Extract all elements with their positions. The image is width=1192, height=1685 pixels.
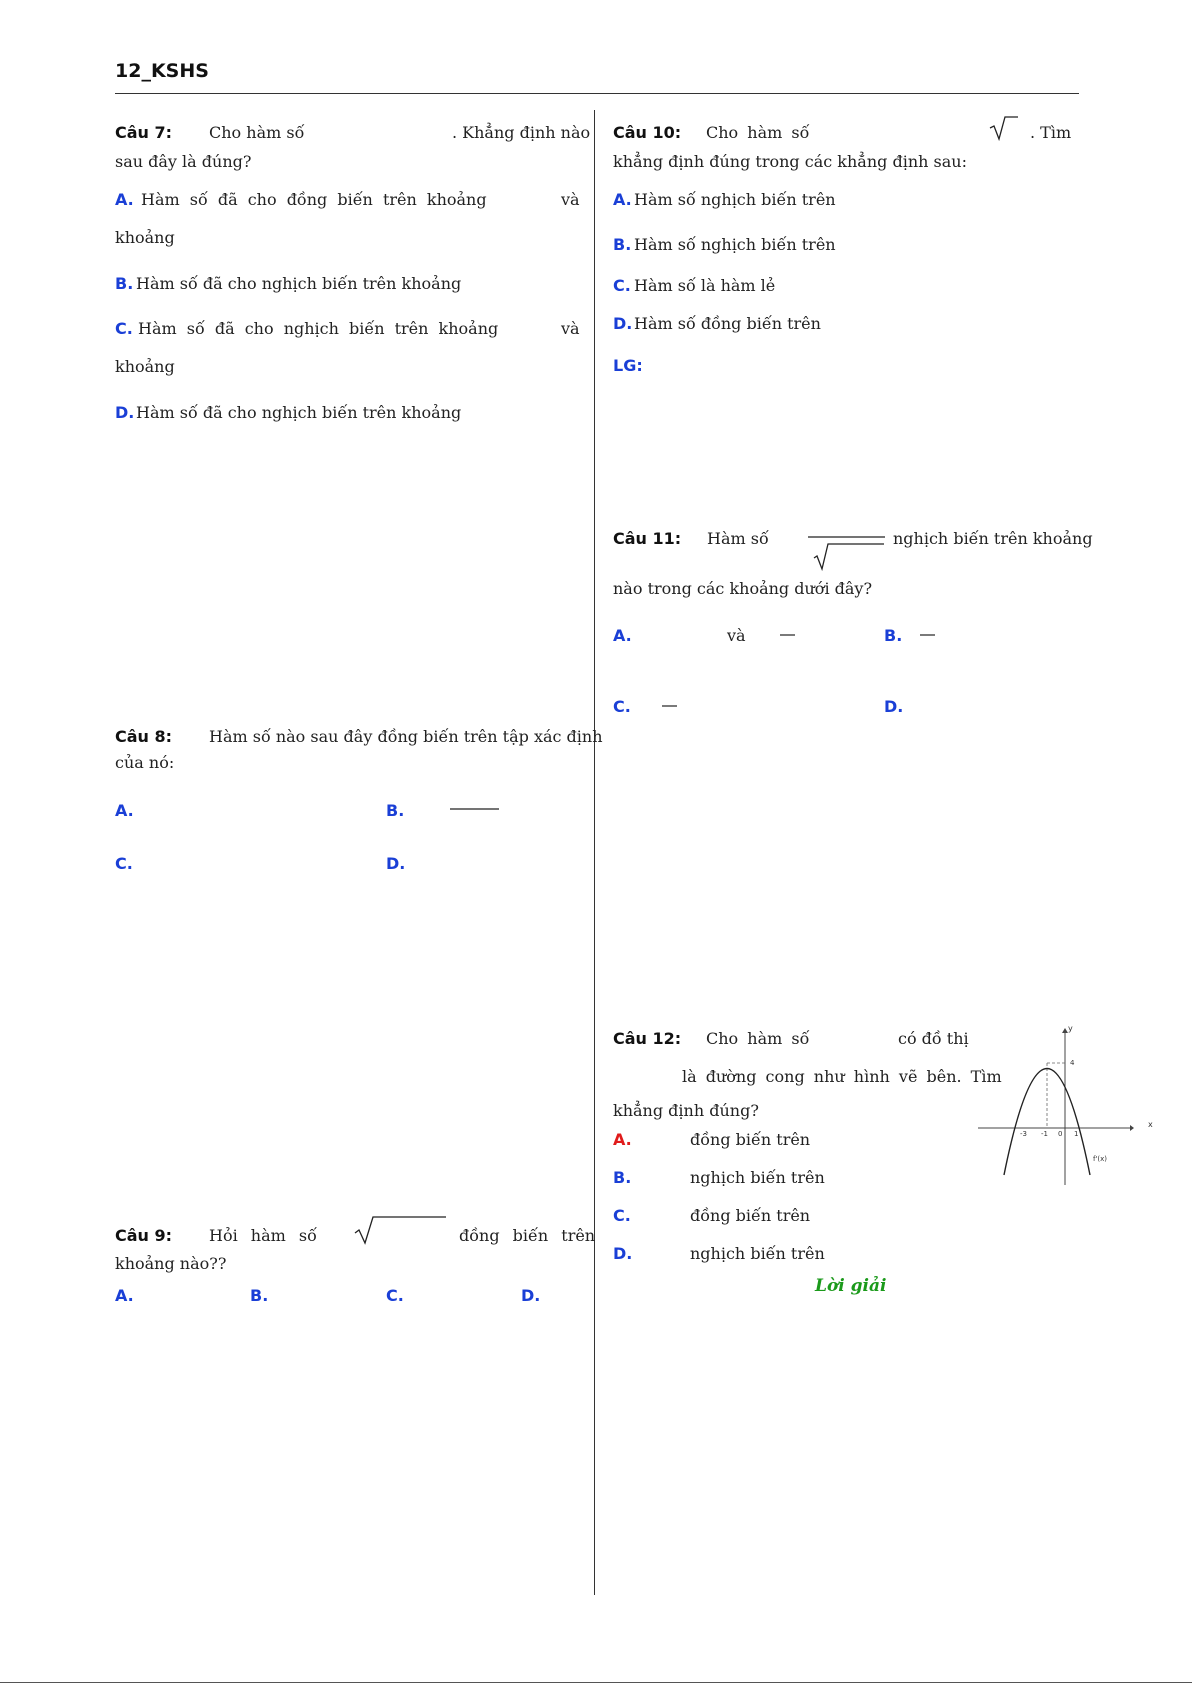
question-7-option-c-letter[interactable]: C. [115,319,133,338]
question-10-option-d-letter[interactable]: D. [613,314,633,333]
question-11-option-c-fraction-bar [662,705,678,708]
question-7-option-b-letter[interactable]: B. [115,274,134,293]
question-11-option-b[interactable]: B. [884,626,903,645]
question-10-option-a-letter[interactable]: A. [613,190,632,209]
question-8-line2: của nó: [115,753,175,772]
question-12-after: có đồ thị [898,1029,969,1048]
question-9-option-a[interactable]: A. [115,1286,134,1305]
question-12-intro: Cho hàm số [706,1029,810,1048]
graph-tick-x-0: 0 [1058,1130,1063,1138]
question-7-option-a-text: Hàm số đã cho đồng biến trên khoảng [141,190,487,209]
question-10-option-b-letter[interactable]: B. [613,235,632,254]
question-9-after: đồng biến trên [459,1226,596,1245]
question-11-option-a-fraction-bar [780,634,796,637]
question-12-option-c-letter[interactable]: C. [613,1206,631,1225]
question-9-sqrt-symbol [355,1215,447,1245]
question-11-intro: Hàm số [707,529,769,548]
question-9-option-d[interactable]: D. [521,1286,541,1305]
question-7-option-c-tail: và [561,319,580,338]
question-10-option-d-text: Hàm số đồng biến trên [634,314,821,333]
question-9-option-b[interactable]: B. [250,1286,269,1305]
question-7-option-c-line2: khoảng [115,357,175,376]
question-12-derivative-graph [978,1025,1134,1185]
question-7-option-a-letter[interactable]: A. [115,190,134,209]
question-11-after: nghịch biến trên khoảng [893,529,1093,548]
question-11-option-a[interactable]: A. [613,626,632,645]
question-7-option-a-line2: khoảng [115,228,175,247]
question-7-option-d-letter[interactable]: D. [115,403,135,422]
question-7-label: Câu 7: [115,123,173,142]
question-8-option-c[interactable]: C. [115,854,133,873]
question-11-label: Câu 11: [613,529,682,548]
question-10-after: . Tìm [1030,123,1072,142]
question-9-line2: khoảng nào?? [115,1254,227,1273]
question-10-option-c-letter[interactable]: C. [613,276,631,295]
graph-tick-y-4: 4 [1070,1059,1075,1067]
question-10-label: Câu 10: [613,123,682,142]
header-rule [115,93,1079,94]
question-11-option-d[interactable]: D. [884,697,904,716]
question-10-option-a-text: Hàm số nghịch biến trên [634,190,836,209]
graph-curve-label: f'(x) [1093,1155,1107,1163]
question-10-solution-label: LG: [613,356,643,375]
question-10-sqrt-symbol [990,116,1020,142]
column-divider [594,110,595,1595]
question-10-option-c-text: Hàm số là hàm lẻ [634,276,776,295]
question-12-option-a-text: đồng biến trên [690,1130,811,1149]
footer-rule [0,1682,1192,1683]
question-8-option-a[interactable]: A. [115,801,134,820]
question-7-after: . Khẳng định nào [452,123,591,142]
page-header-title: 12_KSHS [115,60,209,82]
graph-axis-y-label: y [1068,1024,1073,1033]
question-8-label: Câu 8: [115,727,173,746]
question-9-intro: Hỏi hàm số [209,1226,317,1245]
question-12-option-d-text: nghịch biến trên [690,1244,825,1263]
question-8-option-b[interactable]: B. [386,801,405,820]
question-8-fraction-bar [450,808,500,812]
question-12-option-c-text: đồng biến trên [690,1206,811,1225]
graph-tick-x-minus3: -3 [1020,1130,1027,1138]
graph-tick-x-1: 1 [1074,1130,1079,1138]
question-7-option-a-tail: và [561,190,580,209]
question-8-option-d[interactable]: D. [386,854,406,873]
question-10-line2: khẳng định đúng trong các khẳng định sau: [613,152,967,171]
question-12-line2: là đường cong như hình vẽ bên. Tìm [682,1067,1002,1086]
question-12-option-b-letter[interactable]: B. [613,1168,632,1187]
question-12-line3: khẳng định đúng? [613,1101,759,1120]
question-11-option-a-and: và [727,626,746,645]
question-11-line2: nào trong các khoảng dưới đây? [613,579,873,598]
question-12-label: Câu 12: [613,1029,682,1048]
question-12-option-b-text: nghịch biến trên [690,1168,825,1187]
question-11-option-b-fraction-bar [920,634,936,637]
question-10-intro: Cho hàm số [706,123,810,142]
question-7-option-b-text: Hàm số đã cho nghịch biến trên khoảng [136,274,462,293]
question-9-label: Câu 9: [115,1226,173,1245]
question-10-option-b-text: Hàm số nghịch biến trên [634,235,836,254]
question-12-option-a-letter[interactable]: A. [613,1130,632,1149]
graph-tick-x-minus1: -1 [1041,1130,1048,1138]
graph-axis-x-label: x [1148,1120,1153,1129]
question-11-option-c[interactable]: C. [613,697,631,716]
question-7-intro: Cho hàm số [209,123,305,142]
question-9-option-c[interactable]: C. [386,1286,404,1305]
question-8-text: Hàm số nào sau đây đồng biến trên tập xác định [209,727,603,746]
question-12-option-d-letter[interactable]: D. [613,1244,633,1263]
question-7-option-d-text: Hàm số đã cho nghịch biến trên khoảng [136,403,462,422]
question-12-solution-heading: Lời giải [815,1276,887,1296]
question-7-line2: sau đây là đúng? [115,152,252,171]
question-7-option-c-text: Hàm số đã cho nghịch biến trên khoảng [138,319,499,338]
question-11-fraction-sqrt [808,536,886,570]
